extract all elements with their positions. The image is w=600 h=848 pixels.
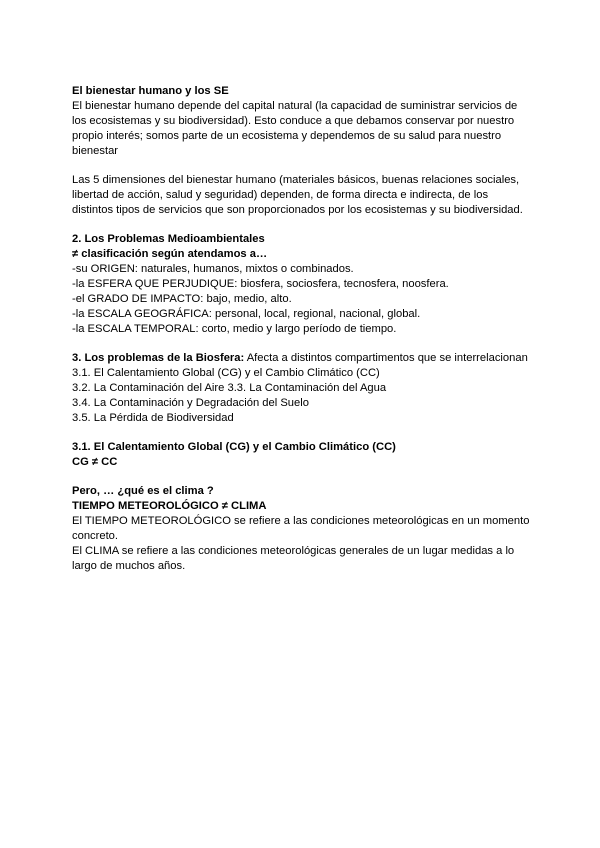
section-heading-biosfera: 3. Los problemas de la Biosfera: [72, 352, 245, 364]
paragraph-dimensiones: Las 5 dimensiones del bienestar humano (materiales básicos, buenas relaciones sociales, libertad de acción, salud y seguridad) dependen, de forma directa e indirecta, de los distintos tipos de servicios que son proporcionados por los ecosistemas y su biodiversidad. [72, 174, 523, 216]
section-heading-calentamiento: 3.1. El Calentamiento Global (CG) y el Cambio Climático (CC) [72, 441, 396, 453]
section-heading-bienestar: El bienestar humano y los SE [72, 85, 229, 97]
contrast-tiempo-clima: TIEMPO METEOROLÓGICO ≠ CLIMA [72, 500, 267, 512]
list-item-3-2: 3.2. La Contaminación del Aire 3.3. La Contaminación del Agua [72, 382, 387, 394]
list-item-3-5: 3.5. La Pérdida de Biodiversidad [72, 412, 234, 424]
subheading-clasificacion: ≠ clasificación según atendamos a… [72, 248, 268, 260]
list-item-3-1: 3.1. El Calentamiento Global (CG) y el Cambio Climático (CC) [72, 367, 380, 379]
paragraph-capital-natural: El bienestar humano depende del capital natural (la capacidad de suministrar servicios de los ecosistemas y su biodiversidad). Esto conduce a que debamos conservar por nuestro propio interés; somos parte de un ecosistema y dependemos de su salud para nuestro bienestar [72, 100, 518, 157]
list-item-esfera: -la ESFERA QUE PERJUDIQUE: biosfera, sociosfera, tecnosfera, noosfera. [72, 278, 449, 290]
subheading-cg-cc: CG ≠ CC [72, 456, 118, 468]
list-item-grado: -el GRADO DE IMPACTO: bajo, medio, alto. [72, 293, 292, 305]
list-item-escala-temporal: -la ESCALA TEMPORAL: corto, medio y largo período de tiempo. [72, 323, 397, 335]
biosfera-intro: Afecta a distintos compartimentos que se interrelacionan [244, 352, 528, 364]
list-item-origen: -su ORIGEN: naturales, humanos, mixtos o combinados. [72, 263, 354, 275]
list-item-escala-geografica: -la ESCALA GEOGRÁFICA: personal, local, regional, nacional, global. [72, 308, 421, 320]
question-clima: Pero, … ¿qué es el clima ? [72, 485, 214, 497]
paragraph-clima: El CLIMA se refiere a las condiciones meteorológicas generales de un lugar medidas a lo largo de muchos años. [72, 545, 515, 572]
document-body [72, 84, 532, 574]
list-item-3-4: 3.4. La Contaminación y Degradación del Suelo [72, 397, 309, 409]
paragraph-biosfera [72, 351, 532, 366]
section-heading-problemas: 2. Los Problemas Medioambientales [72, 233, 265, 245]
paragraph-tiempo: El TIEMPO METEOROLÓGICO se refiere a las condiciones meteorológicas en un momento concreto. [72, 515, 530, 542]
